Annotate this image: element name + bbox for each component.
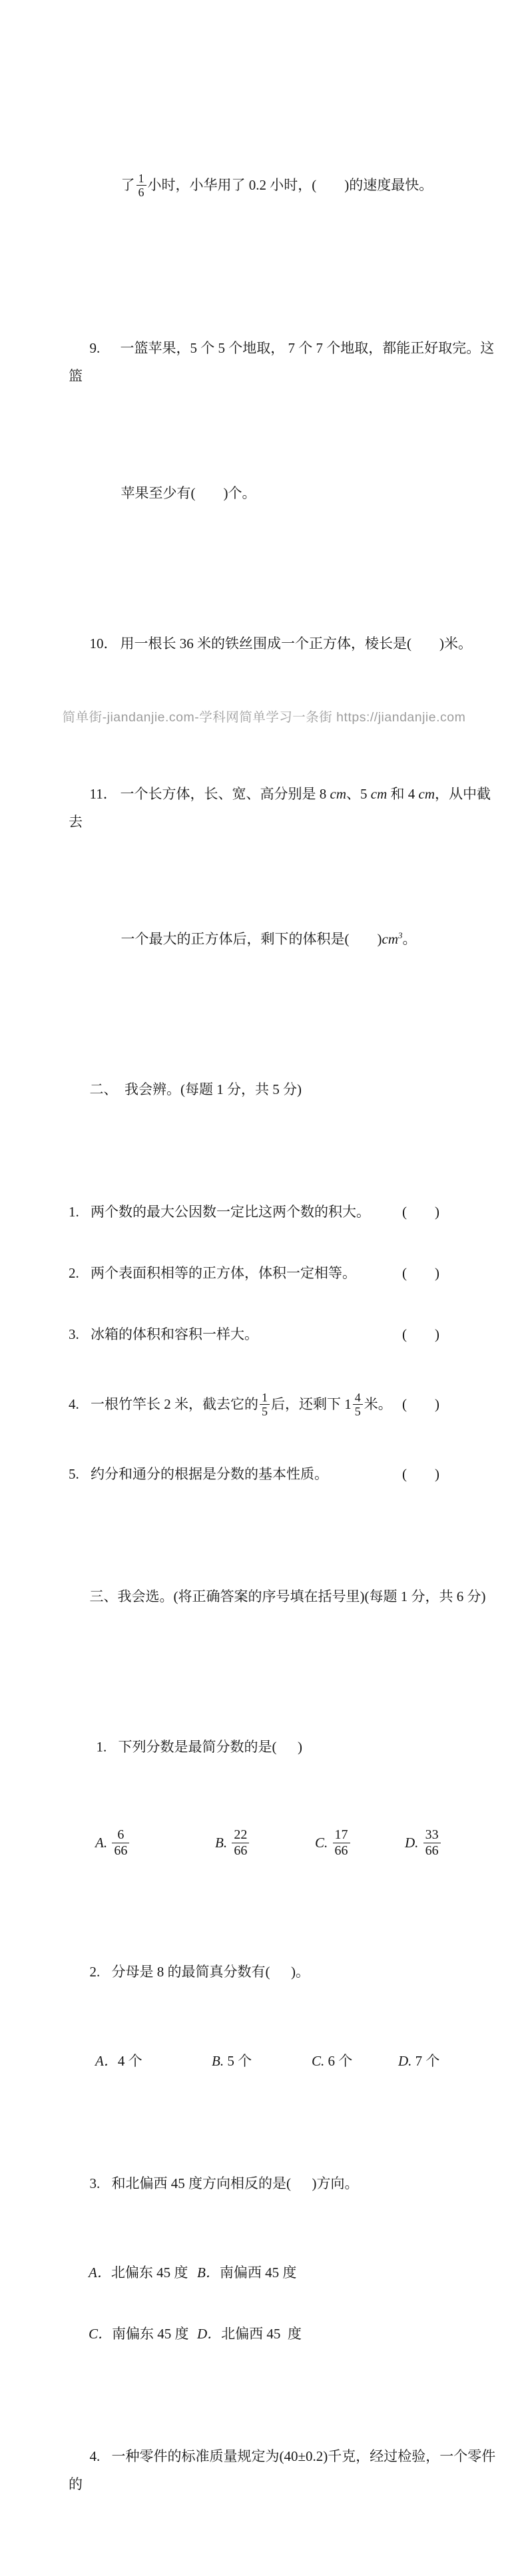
choice-question-1-options [69, 1822, 503, 1863]
question-9-text: 一篮苹果，5 个 5 个地取， 7 个 7 个地取，都能正好取完。这篮 [69, 340, 495, 384]
option-b [212, 2047, 312, 2075]
fraction-denominator: 5 [354, 1404, 361, 1418]
fraction-denominator: 66 [334, 1843, 348, 1858]
choice-question-2-options [69, 2047, 503, 2075]
question-8-continuation [69, 133, 503, 237]
option-text: 北偏西 45 度 [221, 2326, 302, 2342]
question-9-line-2 [69, 451, 503, 535]
fraction-numerator: 4 [353, 1391, 363, 1405]
question-9-text-continued: 苹果至少有( )个。 [121, 485, 256, 501]
judge-statement [69, 1460, 328, 1488]
judge-text: 两个数的最大公因数一定比这两个数的积大。 [91, 1204, 370, 1220]
choice-question-1 [69, 1705, 503, 1789]
option-d [398, 2047, 439, 2075]
fraction-denominator: 66 [234, 1843, 248, 1858]
option-c [312, 2047, 398, 2075]
question-11-line-1 [69, 752, 503, 864]
judge-item-2 [69, 1259, 439, 1287]
choice-stem: 一种零件的标准质量规定为(40±0.2)千克，经过检验，一个零件的 [69, 2448, 496, 2492]
item-number: 2. [69, 1265, 79, 1281]
judge-statement [69, 1198, 370, 1226]
judge-statement [69, 1259, 356, 1287]
option-text: 南偏东 45 度 [112, 2326, 189, 2342]
fraction [333, 1827, 350, 1858]
option-c [315, 1822, 405, 1863]
item-number: 4. [69, 1396, 79, 1412]
fraction-numerator: 33 [423, 1827, 441, 1843]
fraction-numerator: 6 [112, 1827, 129, 1843]
option-label: C. [312, 2053, 325, 2069]
unit-cm: cm [382, 931, 398, 947]
answer-brackets: ( ) [402, 1204, 439, 1220]
choice-stem: 下列分数是最简分数的是( ) [118, 1739, 302, 1755]
option-b [197, 2259, 296, 2287]
fraction [112, 1827, 129, 1858]
judge-item-5 [69, 1460, 439, 1488]
question-8-post-text: 小时，小华用了 0.2 小时，( )的速度最快。 [147, 177, 433, 193]
fraction-denominator: 66 [425, 1843, 439, 1858]
option-label: A． [95, 2053, 118, 2069]
option-a [89, 2259, 197, 2287]
option-d [197, 2320, 302, 2348]
choice-question-3-options-row-2 [69, 2320, 503, 2348]
unit-cm: cm [330, 786, 346, 802]
fraction-numerator: 22 [232, 1827, 249, 1843]
option-a [95, 1822, 215, 1863]
option-c [89, 2320, 197, 2348]
unit-cm: cm [418, 786, 435, 802]
question-11-text-continued: 一个最大的正方体后，剩下的体积是( ) [121, 931, 382, 947]
question-10-text: 用一根长 36 米的铁丝围成一个正方体，棱长是( )米。 [120, 636, 472, 651]
fraction [232, 1827, 249, 1858]
question-11-text: 一个长方体，长、宽、高分别是 8 [120, 786, 330, 802]
item-number: 2. [89, 1964, 101, 1980]
answer-brackets: ( ) [402, 1326, 439, 1342]
question-number: 10． [89, 636, 118, 651]
option-text: 7 个 [415, 2053, 440, 2069]
answer-brackets: ( ) [402, 1466, 439, 1482]
question-11-text: ，从中截去 [69, 786, 491, 830]
question-11-text: 和 4 [387, 786, 419, 802]
judge-text: 后，还剩下 1 [271, 1396, 352, 1412]
watermark-footer: 简单街-jiandanjie.com-学科网简单学习一条街 https://jiandanjie.com [62, 710, 466, 725]
question-11-text: 、5 [346, 786, 371, 802]
option-label: D. [398, 2053, 412, 2069]
option-label: C． [89, 2326, 113, 2342]
option-a [95, 2047, 212, 2075]
judge-item-3 [69, 1320, 439, 1348]
option-label: A． [89, 2265, 111, 2281]
question-11-line-2 [69, 897, 503, 981]
item-number: 4. [89, 2448, 101, 2464]
question-number: 9. [89, 340, 101, 356]
choice-question-3-options-row-1 [69, 2259, 503, 2287]
section-2-title: 二、 我会辨。(每题 1 分，共 5 分) [89, 1081, 302, 1097]
option-text: 6 个 [328, 2053, 353, 2069]
judge-text: 两个表面积相等的正方体，体积一定相等。 [91, 1265, 356, 1281]
choice-stem: 和北偏西 45 度方向相反的是( )方向。 [111, 2175, 359, 2191]
section-2-heading [69, 1047, 503, 1131]
item-number: 3. [89, 2175, 101, 2191]
judge-text: 冰箱的体积和容积一样大。 [91, 1326, 258, 1342]
option-d [405, 1822, 442, 1863]
fraction-denominator: 66 [114, 1843, 128, 1858]
question-9-line-1 [69, 306, 503, 418]
cube-exponent: 3 [398, 930, 403, 940]
fraction [353, 1391, 363, 1418]
item-number: 3. [69, 1326, 79, 1342]
question-number: 11． [89, 786, 117, 802]
option-label: D． [197, 2326, 222, 2342]
option-label: A. [95, 1835, 108, 1851]
item-number: 5. [69, 1466, 79, 1482]
option-text: 4 个 [117, 2053, 142, 2069]
fraction-denominator: 5 [262, 1404, 268, 1418]
question-11-text-continued: 。 [402, 931, 417, 947]
option-label: C. [315, 1835, 328, 1851]
fraction [423, 1827, 441, 1858]
option-label: B． [197, 2265, 220, 2281]
option-text: 北偏东 45 度 [111, 2265, 188, 2281]
fraction-numerator: 1 [136, 172, 146, 186]
fraction-denominator: 6 [138, 185, 144, 199]
fraction-numerator: 1 [260, 1391, 270, 1405]
judge-item-4 [69, 1385, 439, 1423]
option-label: D. [405, 1835, 419, 1851]
answer-brackets: ( ) [402, 1265, 439, 1281]
answer-brackets: ( ) [402, 1396, 439, 1412]
item-number: 1. [96, 1739, 107, 1755]
choice-question-4 [69, 2414, 503, 2526]
fraction [260, 1391, 270, 1418]
judge-text: 米。 [364, 1396, 392, 1412]
choice-stem: 分母是 8 的最简真分数有( )。 [111, 1964, 310, 1980]
judge-statement [69, 1320, 258, 1348]
choice-question-2 [69, 1930, 503, 2014]
option-b [215, 1822, 315, 1863]
judge-item-1 [69, 1198, 439, 1226]
question-10 [69, 602, 503, 685]
section-3-title: 三、我会选。(将正确答案的序号填在括号里)(每题 1 分，共 6 分) [89, 1588, 486, 1604]
question-8-pre-text: 了 [121, 177, 135, 193]
item-number: 1. [69, 1204, 79, 1220]
judge-text: 约分和通分的根据是分数的基本性质。 [91, 1466, 328, 1482]
judge-text: 一根竹竿长 2 米，截去它的 [91, 1396, 258, 1412]
option-text: 南偏西 45 度 [219, 2265, 297, 2281]
fraction-numerator: 17 [333, 1827, 350, 1843]
fraction [136, 172, 146, 199]
section-3-heading [69, 1555, 503, 1638]
option-text: 5 个 [227, 2053, 252, 2069]
choice-question-3 [69, 2141, 503, 2225]
unit-cm: cm [370, 786, 388, 802]
option-label: B. [212, 2053, 224, 2069]
option-label: B. [215, 1835, 228, 1851]
judge-statement [69, 1385, 392, 1423]
